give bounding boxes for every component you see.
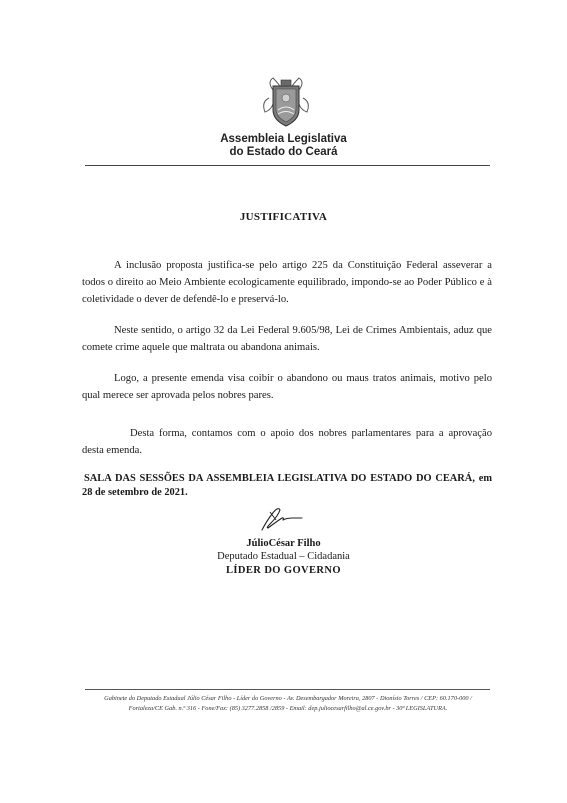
organization-name-line2: do Estado do Ceará: [229, 146, 338, 158]
organization-name-line1: Assembleia Legislativa: [220, 133, 347, 145]
header-divider: [85, 165, 490, 166]
footer-divider: [85, 689, 490, 690]
footer-line-1: Gabinete do Deputado Estadual Júlio César Filho - Líder do Governo - Av. Desembargador Moreira, 2807 - Dionísio Torres / CEP: 60.170-000 /: [104, 695, 472, 702]
handwritten-signature: [256, 504, 306, 534]
signatory-title: LÍDER DO GOVERNO: [226, 565, 341, 576]
signatory-role: Deputado Estadual – Cidadania: [217, 551, 350, 562]
signatory-name: JúlioCésar Filho: [246, 538, 321, 549]
paragraph-2: Neste sentido, o artigo 32 da Lei Federal 9.605/98, Lei de Crimes Ambientais, aduz que comete crime aquele que maltrata ou abandona animais.: [82, 325, 492, 353]
paragraph-4: Desta forma, contamos com o apoio dos nobres parlamentares para a aprovação desta emenda.: [82, 428, 492, 456]
paragraph-3: Logo, a presente emenda visa coibir o abandono ou maus tratos animais, motivo pelo qual merece ser aprovada pelos nobres pares.: [82, 373, 492, 401]
document-title: JUSTIFICATIVA: [239, 211, 328, 223]
paragraph-1: A inclusão proposta justifica-se pelo artigo 225 da Constituição Federal asseverar a todos o direito ao Meio Ambiente ecologicamente equilibrado, impondo-se ao Poder Público e à coletividade o dever de defendê-lo e preservá-lo.: [82, 260, 492, 305]
state-coat-of-arms-icon: [259, 76, 313, 128]
footer-address: [82, 694, 494, 714]
session-statement: SALA DAS SESSÕES DA ASSEMBLEIA LEGISLATIVA DO ESTADO DO CEARÁ, em 28 de setembro de 2021.: [82, 473, 492, 498]
footer-line-2: Fortaleza/CE Gab. n.º 316 - Fone/Fax: (85) 3277.2858 /2859 - Email: dep.juliocesarfilho@al.ce.gov.br - 30ª LEGISLATURA.: [128, 705, 448, 712]
